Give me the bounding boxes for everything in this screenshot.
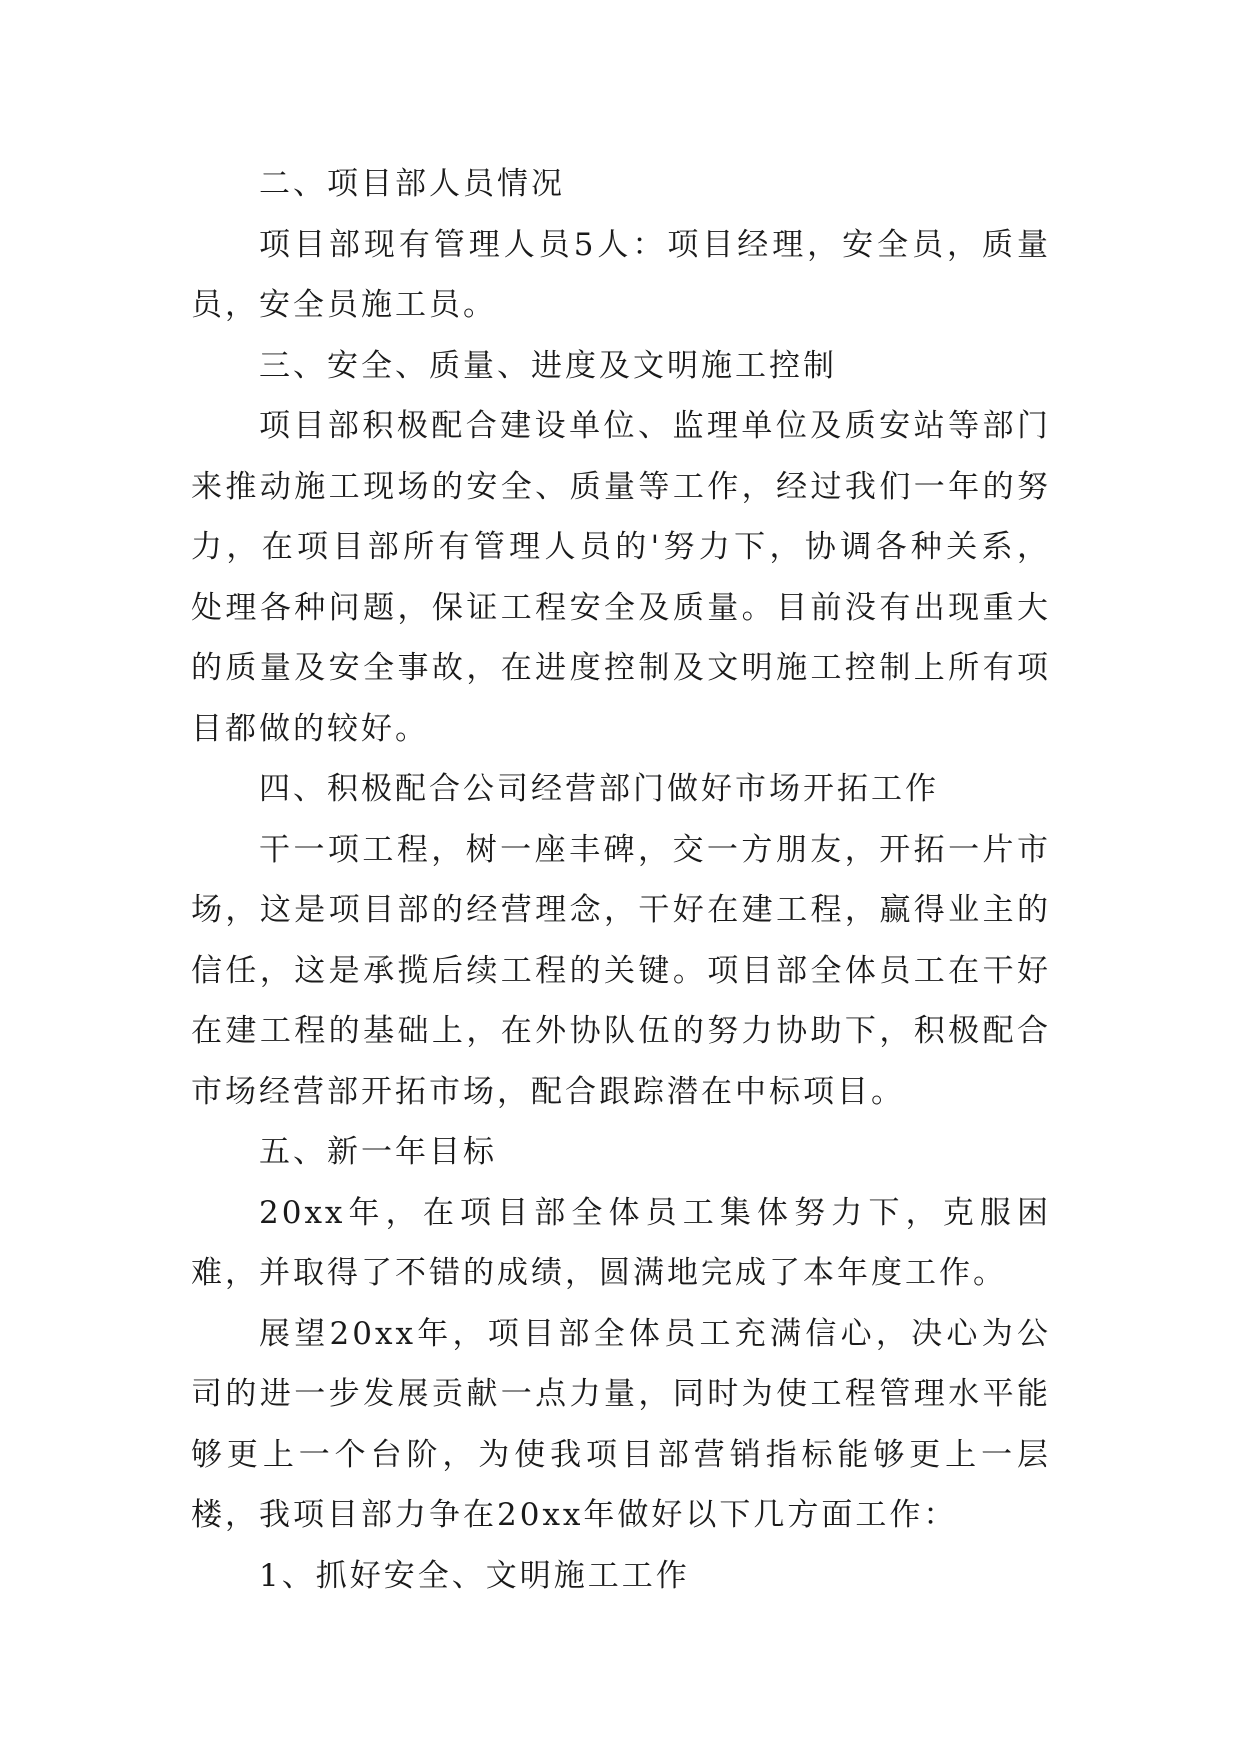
section-heading-control: 三、安全、质量、进度及文明施工控制: [259, 347, 837, 384]
paragraph-control: 项目部积极配合建设单位、监理单位及质安站等部门来推动施工现场的安全、质量等工作，经过我们一年的努力，在项目部所有管理人员的'努力下，协调各种关系，处理各种问题，保证工程安全及质量。目前没有出现重大的质量及安全事故，在进度控制及文明施工控制上所有项目都做的较好。: [191, 408, 1051, 747]
list-item-safety: 1、抓好安全、文明施工工作: [259, 1557, 690, 1594]
section-heading-goals: 五、新一年目标: [259, 1134, 497, 1170]
paragraph-personnel: 项目部现有管理人员5人：项目经理，安全员，质量员，安全员施工员。: [191, 226, 1051, 323]
section-heading-market: 四、积极配合公司经营部门做好市场开拓工作: [259, 771, 939, 807]
paragraph-year-summary: 20xx年，在项目部全体员工集体努力下，克服困难，并取得了不错的成绩，圆满地完成了本年度工作。: [191, 1194, 1051, 1291]
paragraph-outlook: 展望20xx年，项目部全体员工充满信心，决心为公司的进一步发展贡献一点力量，同时为使工程管理水平能够更上一个台阶，为使我项目部营销指标能够更上一层楼，我项目部力争在20xx年做好以下几方面工作：: [191, 1315, 1051, 1533]
paragraph-market: 干一项工程，树一座丰碑，交一方朋友，开拓一片市场，这是项目部的经营理念，干好在建工程，赢得业主的信任，这是承揽后续工程的关键。项目部全体员工在干好在建工程的基础上，在外协队伍的努力协助下，积极配合市场经营部开拓市场，配合跟踪潜在中标项目。: [191, 831, 1051, 1110]
section-heading-personnel: 二、项目部人员情况: [259, 166, 565, 202]
document-body: [191, 154, 1051, 1606]
